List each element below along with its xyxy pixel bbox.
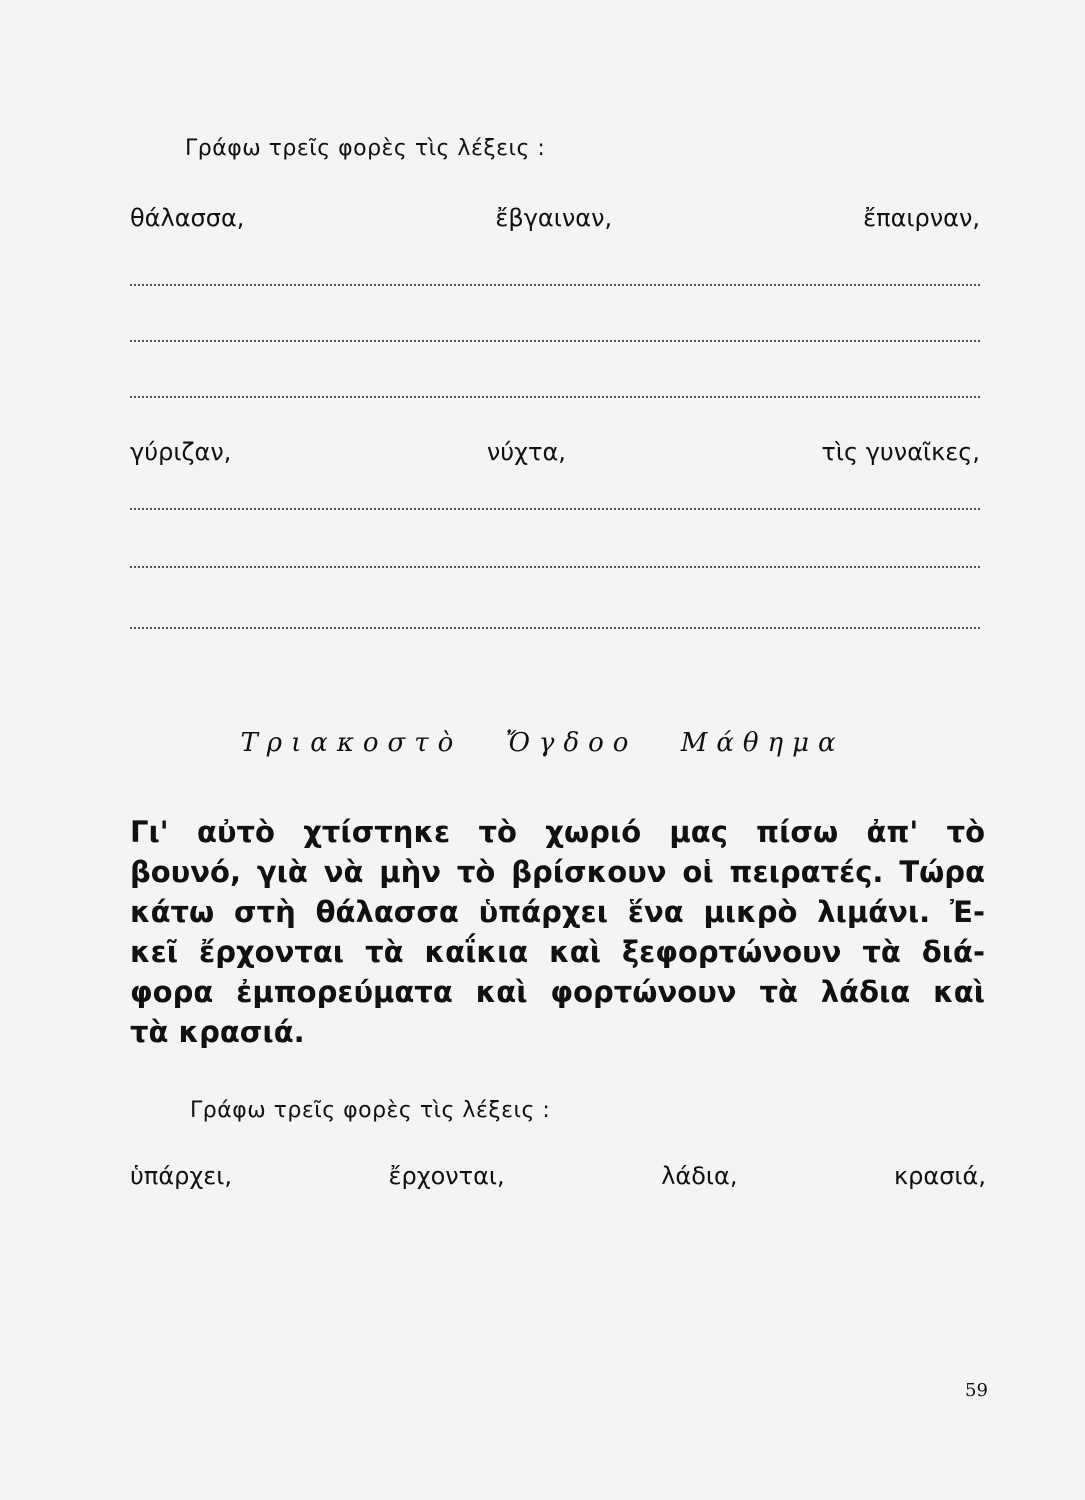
- writing-line: [130, 508, 980, 510]
- passage-line: Γι' αὐτὸ χτίστηκε τὸ χωριό μας πίσω ἀπ' τὸ: [130, 815, 985, 849]
- instruction-1: Γράφω τρεῖς φορὲς τὶς λέξεις :: [185, 136, 546, 161]
- writing-line: [130, 284, 980, 286]
- word: κρασιά,: [894, 1162, 986, 1190]
- word: ὑπάρχει,: [130, 1162, 232, 1190]
- word: ἔρχονται,: [388, 1162, 505, 1190]
- writing-line: [130, 627, 980, 629]
- page-number: 59: [965, 1380, 988, 1401]
- passage-line: φορα ἐμπορεύματα καὶ φορτώνουν τὰ λάδια καὶ: [130, 975, 985, 1009]
- word-row-1: [130, 204, 980, 232]
- word: γύριζαν,: [130, 438, 232, 466]
- passage-line: κάτω στὴ θάλασσα ὑπάρχει ἕνα μικρὸ λιμάνι. Ἐ-: [130, 895, 985, 929]
- passage-line: κεῖ ἔρχονται τὰ καΐκια καὶ ξεφορτώνουν τὰ διά-: [130, 935, 985, 969]
- word: θάλασσα,: [130, 204, 245, 232]
- word: λάδια,: [661, 1162, 738, 1190]
- reading-passage: [130, 812, 985, 1052]
- writing-line: [130, 396, 980, 398]
- lesson-title: Τριακοστὸ Ὄγδοο Μάθημα: [240, 728, 845, 758]
- passage-line: τὰ κρασιά.: [130, 1015, 305, 1049]
- word: νύχτα,: [486, 438, 566, 466]
- word: τὶς γυναῖκες,: [821, 438, 980, 466]
- writing-line: [130, 566, 980, 568]
- word-row-3: [130, 1162, 986, 1190]
- passage-line: βουνό, γιὰ νὰ μὴν τὸ βρίσκουν οἱ πειρατές. Τώρα: [130, 855, 985, 889]
- instruction-2: Γράφω τρεῖς φορὲς τὶς λέξεις :: [190, 1098, 551, 1123]
- word-row-2: [130, 438, 980, 466]
- word: ἔπαιρναν,: [863, 204, 980, 232]
- word: ἔβγαιναν,: [495, 204, 613, 232]
- writing-line: [130, 340, 980, 342]
